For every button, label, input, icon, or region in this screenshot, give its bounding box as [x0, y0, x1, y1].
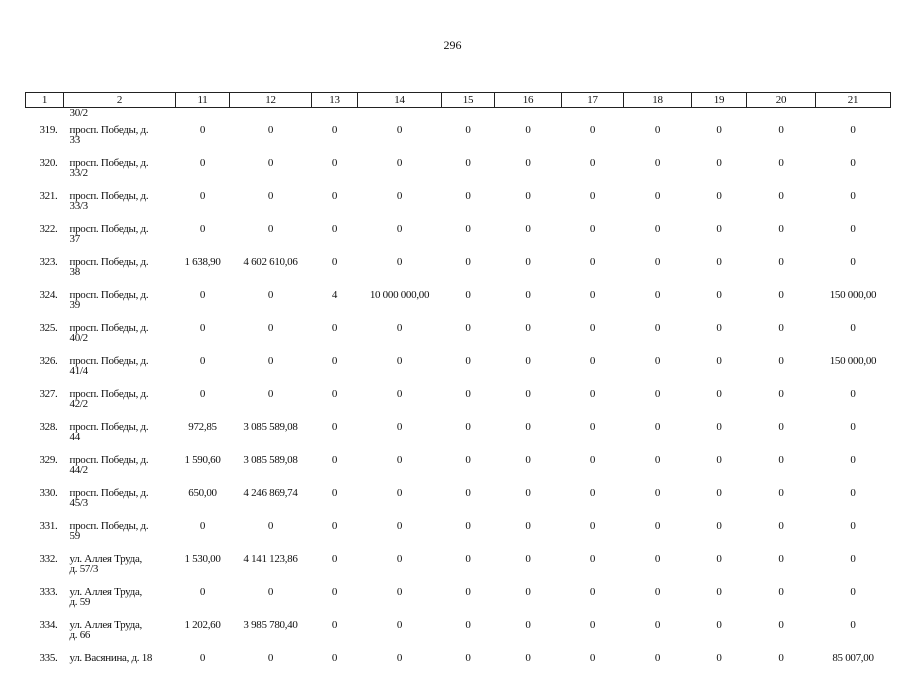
value-cell: 0 [230, 219, 312, 252]
row-number-cell: 323. [26, 252, 64, 285]
address-cell [64, 549, 176, 582]
value-cell: 1 638,90 [176, 252, 230, 285]
value-cell: 0 [358, 483, 442, 516]
value-cell: 0 [176, 186, 230, 219]
page-number: 296 [0, 38, 905, 53]
value-cell: 0 [692, 285, 747, 318]
value-cell: 0 [176, 120, 230, 153]
value-cell: 0 [816, 252, 891, 285]
column-header: 13 [312, 93, 358, 108]
value-cell: 0 [230, 582, 312, 615]
value-cell: 0 [624, 384, 692, 417]
value-cell: 0 [747, 516, 816, 549]
value-cell: 3 085 589,08 [230, 417, 312, 450]
value-cell: 0 [495, 549, 562, 582]
value-cell: 0 [495, 219, 562, 252]
value-cell: 0 [312, 153, 358, 186]
value-cell: 0 [230, 153, 312, 186]
column-header: 21 [816, 93, 891, 108]
value-cell: 0 [358, 516, 442, 549]
address-line: 38 [70, 267, 176, 277]
value-cell: 0 [562, 582, 624, 615]
value-cell: 0 [230, 318, 312, 351]
value-cell: 0 [692, 582, 747, 615]
value-cell: 0 [312, 615, 358, 648]
value-cell: 0 [495, 186, 562, 219]
value-cell: 0 [624, 252, 692, 285]
value-cell: 0 [442, 318, 495, 351]
address-cell [64, 483, 176, 516]
value-cell: 0 [624, 186, 692, 219]
address-line: 44 [70, 432, 176, 442]
value-cell: 0 [442, 549, 495, 582]
address-line: 39 [70, 300, 176, 310]
value-cell: 0 [495, 384, 562, 417]
row-number-cell: 330. [26, 483, 64, 516]
value-cell: 0 [816, 450, 891, 483]
value-cell: 0 [747, 252, 816, 285]
value-cell: 0 [747, 120, 816, 153]
table-body [26, 108, 891, 681]
value-cell: 0 [624, 615, 692, 648]
value-cell: 0 [624, 285, 692, 318]
value-cell: 0 [312, 351, 358, 384]
table-row [26, 450, 891, 483]
table-row [26, 582, 891, 615]
value-cell: 0 [442, 219, 495, 252]
value-cell: 0 [692, 219, 747, 252]
value-cell: 0 [562, 285, 624, 318]
value-cell: 4 602 610,06 [230, 252, 312, 285]
table-row [26, 384, 891, 417]
value-cell: 0 [495, 120, 562, 153]
address-line: д. 66 [70, 630, 176, 640]
address-line: просп. Победы, д. [70, 290, 176, 300]
value-cell: 0 [692, 351, 747, 384]
value-cell: 0 [624, 318, 692, 351]
row-number-cell: 325. [26, 318, 64, 351]
column-header: 19 [692, 93, 747, 108]
value-cell: 0 [495, 648, 562, 681]
value-cell: 3 985 780,40 [230, 615, 312, 648]
row-number-cell: 335. [26, 648, 64, 681]
row-number-cell: 332. [26, 549, 64, 582]
value-cell: 0 [624, 351, 692, 384]
value-cell: 0 [442, 384, 495, 417]
value-cell: 0 [176, 582, 230, 615]
value-cell: 0 [442, 417, 495, 450]
address-line: просп. Победы, д. [70, 125, 176, 135]
value-cell: 0 [816, 483, 891, 516]
address-cell [64, 582, 176, 615]
column-header: 12 [230, 93, 312, 108]
address-line: 59 [70, 531, 176, 541]
value-cell: 0 [562, 549, 624, 582]
value-cell: 0 [624, 648, 692, 681]
address-line: д. 59 [70, 597, 176, 607]
value-cell: 0 [747, 582, 816, 615]
value-cell: 0 [358, 318, 442, 351]
address-line: 33/3 [70, 201, 176, 211]
row-number-cell: 333. [26, 582, 64, 615]
value-cell: 0 [816, 384, 891, 417]
value-cell: 0 [692, 153, 747, 186]
table-row [26, 318, 891, 351]
value-cell: 0 [442, 153, 495, 186]
value-cell: 3 085 589,08 [230, 450, 312, 483]
value-cell: 0 [312, 252, 358, 285]
value-cell: 0 [624, 483, 692, 516]
continuation-num-cell [26, 108, 64, 121]
value-cell: 0 [624, 549, 692, 582]
value-cell: 0 [312, 483, 358, 516]
address-line: просп. Победы, д. [70, 323, 176, 333]
value-cell: 0 [747, 219, 816, 252]
value-cell: 0 [230, 186, 312, 219]
value-cell: 0 [230, 384, 312, 417]
address-cell [64, 615, 176, 648]
row-number-cell: 321. [26, 186, 64, 219]
value-cell: 0 [358, 615, 442, 648]
value-cell: 0 [624, 120, 692, 153]
address-line: 37 [70, 234, 176, 244]
value-cell: 0 [176, 219, 230, 252]
value-cell: 0 [358, 219, 442, 252]
address-cell [64, 120, 176, 153]
value-cell: 972,85 [176, 417, 230, 450]
value-cell: 0 [312, 549, 358, 582]
value-cell: 0 [562, 318, 624, 351]
value-cell: 0 [312, 219, 358, 252]
value-cell: 0 [230, 516, 312, 549]
value-cell: 0 [562, 417, 624, 450]
value-cell: 0 [495, 615, 562, 648]
value-cell: 0 [312, 384, 358, 417]
address-line: 40/2 [70, 333, 176, 343]
value-cell: 0 [442, 582, 495, 615]
value-cell: 0 [358, 186, 442, 219]
value-cell: 0 [358, 120, 442, 153]
address-line: просп. Победы, д. [70, 389, 176, 399]
value-cell: 0 [624, 153, 692, 186]
table-row [26, 483, 891, 516]
table-row [26, 615, 891, 648]
row-number-cell: 328. [26, 417, 64, 450]
row-number-cell: 322. [26, 219, 64, 252]
address-cell [64, 648, 176, 681]
column-header: 15 [442, 93, 495, 108]
value-cell: 1 590,60 [176, 450, 230, 483]
value-cell: 0 [562, 483, 624, 516]
data-table [25, 92, 891, 681]
table-row [26, 285, 891, 318]
value-cell: 150 000,00 [816, 351, 891, 384]
value-cell: 4 246 869,74 [230, 483, 312, 516]
value-cell: 0 [747, 153, 816, 186]
column-header: 16 [495, 93, 562, 108]
value-cell: 0 [747, 648, 816, 681]
value-cell: 0 [747, 384, 816, 417]
value-cell: 0 [495, 516, 562, 549]
table-row [26, 648, 891, 681]
value-cell: 650,00 [176, 483, 230, 516]
value-cell: 0 [747, 186, 816, 219]
value-cell: 0 [562, 648, 624, 681]
address-cell [64, 384, 176, 417]
value-cell: 85 007,00 [816, 648, 891, 681]
value-cell: 0 [176, 285, 230, 318]
value-cell: 0 [747, 549, 816, 582]
value-cell: 0 [747, 615, 816, 648]
value-cell: 0 [442, 450, 495, 483]
column-header: 17 [562, 93, 624, 108]
address-line: просп. Победы, д. [70, 455, 176, 465]
value-cell: 0 [747, 417, 816, 450]
address-cell [64, 417, 176, 450]
address-line: ул. Аллея Труда, [70, 587, 176, 597]
value-cell: 0 [495, 285, 562, 318]
value-cell: 0 [747, 318, 816, 351]
value-cell: 0 [442, 120, 495, 153]
value-cell: 0 [624, 219, 692, 252]
value-cell: 0 [816, 417, 891, 450]
value-cell: 0 [442, 516, 495, 549]
value-cell: 0 [230, 351, 312, 384]
value-cell: 0 [495, 582, 562, 615]
table-row [26, 417, 891, 450]
value-cell: 0 [816, 516, 891, 549]
value-cell: 1 202,60 [176, 615, 230, 648]
row-number-cell: 334. [26, 615, 64, 648]
value-cell: 0 [692, 483, 747, 516]
value-cell: 0 [358, 648, 442, 681]
column-header: 11 [176, 93, 230, 108]
row-number-cell: 326. [26, 351, 64, 384]
table-row [26, 351, 891, 384]
value-cell: 0 [176, 384, 230, 417]
value-cell: 0 [442, 615, 495, 648]
value-cell: 0 [747, 450, 816, 483]
column-header: 14 [358, 93, 442, 108]
value-cell: 0 [495, 318, 562, 351]
value-cell: 0 [562, 120, 624, 153]
table-header [26, 93, 891, 108]
column-header: 20 [747, 93, 816, 108]
address-line: просп. Победы, д. [70, 422, 176, 432]
continuation-empty-cell [176, 108, 891, 121]
address-line: просп. Победы, д. [70, 158, 176, 168]
value-cell: 0 [495, 252, 562, 285]
value-cell: 0 [816, 318, 891, 351]
value-cell: 0 [358, 450, 442, 483]
value-cell: 0 [442, 351, 495, 384]
value-cell: 0 [358, 384, 442, 417]
address-cell [64, 450, 176, 483]
value-cell: 0 [562, 450, 624, 483]
address-line: ул. Васянина, д. 18 [70, 653, 176, 663]
value-cell: 0 [747, 285, 816, 318]
column-header: 1 [26, 93, 64, 108]
value-cell: 0 [442, 483, 495, 516]
value-cell: 0 [495, 351, 562, 384]
value-cell: 0 [312, 417, 358, 450]
address-line: просп. Победы, д. [70, 488, 176, 498]
value-cell: 0 [692, 186, 747, 219]
value-cell: 0 [230, 648, 312, 681]
row-number-cell: 331. [26, 516, 64, 549]
value-cell: 0 [816, 549, 891, 582]
address-cell [64, 219, 176, 252]
address-line: 44/2 [70, 465, 176, 475]
continuation-addr-cell: 30/2 [64, 108, 176, 121]
value-cell: 0 [692, 516, 747, 549]
header-row [26, 93, 891, 108]
address-line: просп. Победы, д. [70, 191, 176, 201]
address-cell [64, 516, 176, 549]
value-cell: 0 [692, 384, 747, 417]
row-number-cell: 319. [26, 120, 64, 153]
value-cell: 0 [176, 648, 230, 681]
address-line: просп. Победы, д. [70, 257, 176, 267]
address-line: 42/2 [70, 399, 176, 409]
value-cell: 0 [624, 450, 692, 483]
value-cell: 0 [176, 516, 230, 549]
address-cell [64, 186, 176, 219]
column-header: 2 [64, 93, 176, 108]
value-cell: 0 [358, 549, 442, 582]
address-line: ул. Аллея Труда, [70, 620, 176, 630]
table-row [26, 219, 891, 252]
value-cell: 0 [312, 318, 358, 351]
value-cell: 0 [495, 417, 562, 450]
value-cell: 0 [312, 516, 358, 549]
value-cell: 0 [816, 153, 891, 186]
value-cell: 0 [442, 252, 495, 285]
value-cell: 0 [747, 483, 816, 516]
value-cell: 0 [312, 120, 358, 153]
value-cell: 0 [495, 450, 562, 483]
value-cell: 0 [562, 252, 624, 285]
value-cell: 0 [692, 417, 747, 450]
value-cell: 0 [230, 120, 312, 153]
value-cell: 0 [692, 318, 747, 351]
value-cell: 0 [562, 384, 624, 417]
value-cell: 1 530,00 [176, 549, 230, 582]
value-cell: 0 [816, 582, 891, 615]
value-cell: 0 [692, 615, 747, 648]
value-cell: 0 [312, 648, 358, 681]
value-cell: 0 [562, 153, 624, 186]
address-line: 33 [70, 135, 176, 145]
value-cell: 0 [692, 648, 747, 681]
value-cell: 0 [495, 483, 562, 516]
table-row [26, 120, 891, 153]
value-cell: 0 [816, 186, 891, 219]
address-line: просп. Победы, д. [70, 356, 176, 366]
value-cell: 0 [230, 285, 312, 318]
table-row [26, 252, 891, 285]
address-line: просп. Победы, д. [70, 521, 176, 531]
value-cell: 0 [562, 186, 624, 219]
value-cell: 0 [624, 516, 692, 549]
value-cell: 0 [495, 153, 562, 186]
table-row [26, 186, 891, 219]
value-cell: 0 [562, 351, 624, 384]
row-number-cell: 324. [26, 285, 64, 318]
value-cell: 0 [442, 648, 495, 681]
value-cell: 4 [312, 285, 358, 318]
value-cell: 0 [176, 351, 230, 384]
address-cell [64, 252, 176, 285]
value-cell: 4 141 123,86 [230, 549, 312, 582]
value-cell: 0 [747, 351, 816, 384]
row-number-cell: 329. [26, 450, 64, 483]
address-cell [64, 351, 176, 384]
value-cell: 0 [358, 351, 442, 384]
row-number-cell: 327. [26, 384, 64, 417]
value-cell: 0 [358, 582, 442, 615]
value-cell: 0 [692, 252, 747, 285]
value-cell: 150 000,00 [816, 285, 891, 318]
continuation-row [26, 108, 891, 121]
value-cell: 0 [816, 120, 891, 153]
value-cell: 0 [692, 120, 747, 153]
value-cell: 0 [442, 186, 495, 219]
address-line: 45/3 [70, 498, 176, 508]
value-cell: 0 [692, 450, 747, 483]
value-cell: 0 [312, 582, 358, 615]
table-row [26, 516, 891, 549]
value-cell: 0 [442, 285, 495, 318]
value-cell: 0 [176, 153, 230, 186]
value-cell: 0 [312, 450, 358, 483]
value-cell: 0 [358, 153, 442, 186]
address-cell [64, 153, 176, 186]
value-cell: 10 000 000,00 [358, 285, 442, 318]
address-cell [64, 285, 176, 318]
column-header: 18 [624, 93, 692, 108]
address-line: просп. Победы, д. [70, 224, 176, 234]
value-cell: 0 [624, 417, 692, 450]
value-cell: 0 [312, 186, 358, 219]
value-cell: 0 [816, 219, 891, 252]
value-cell: 0 [562, 516, 624, 549]
address-cell [64, 318, 176, 351]
address-line: ул. Аллея Труда, [70, 554, 176, 564]
value-cell: 0 [562, 615, 624, 648]
value-cell: 0 [358, 252, 442, 285]
value-cell: 0 [624, 582, 692, 615]
value-cell: 0 [176, 318, 230, 351]
value-cell: 0 [816, 615, 891, 648]
address-line: 41/4 [70, 366, 176, 376]
value-cell: 0 [692, 549, 747, 582]
address-line: 33/2 [70, 168, 176, 178]
value-cell: 0 [358, 417, 442, 450]
address-line: д. 57/3 [70, 564, 176, 574]
value-cell: 0 [562, 219, 624, 252]
table-row [26, 153, 891, 186]
row-number-cell: 320. [26, 153, 64, 186]
table-row [26, 549, 891, 582]
